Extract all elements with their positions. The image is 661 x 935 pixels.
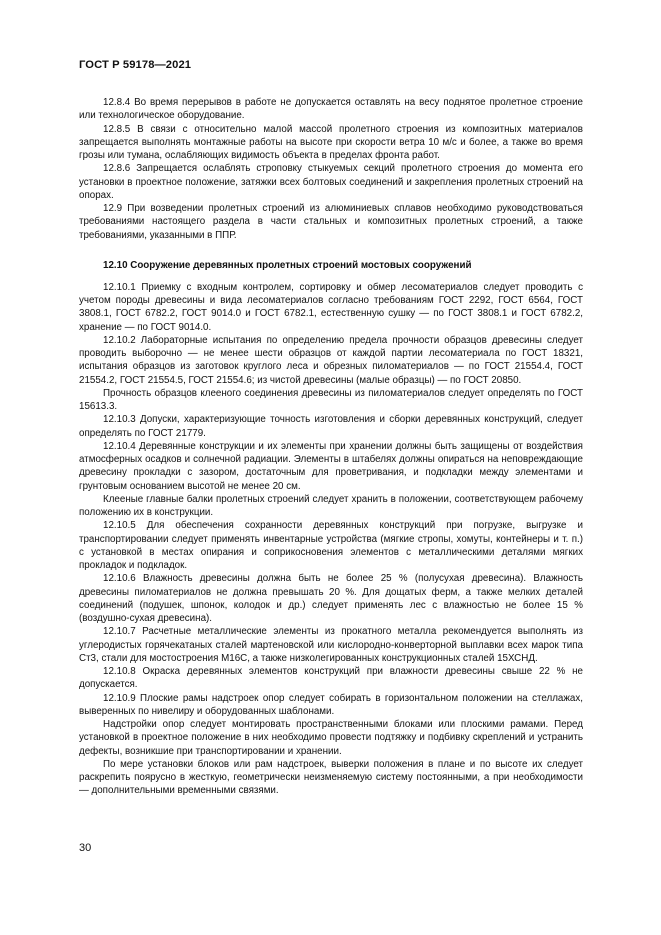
- document-body: [79, 96, 583, 798]
- paragraph-12-8-4: 12.8.4 Во время перерывов в работе не допускается оставлять на весу поднятое пролетное строение или технологическое оборудование.: [79, 97, 583, 122]
- paragraph-12-8-6: 12.8.6 Запрещается ослаблять строповку стыкуемых секций пролетного строения до момента его установки в проектное положение, затяжки всех болтовых соединений и закрепления пролетных строений на опорах.: [79, 163, 583, 201]
- paragraph-12-10-9-cont-1: Надстройки опор следует монтировать пространственными блоками или плоскими рамами. Перед установкой в проектное положение в них необходимо провести подтяжку и подбивку скреплений и устранить дефекты, возникшие при транспортировании и хранении.: [79, 719, 583, 757]
- section-heading-12-10: 12.10 Сооружение деревянных пролетных строений мостовых сооружений: [103, 259, 472, 271]
- paragraph-12-10-8: 12.10.8 Окраска деревянных элементов конструкций при влажности древесины свыше 22 % не допускается.: [79, 666, 583, 691]
- paragraph-12-10-4: 12.10.4 Деревянные конструкции и их элементы при хранении должны быть защищены от воздействия атмосферных осадков и солнечной радиации. Элементы в штабелях должны опираться на неповреждающие древесину прокладки с зазором, достаточным для проветривания, и подкладки между элементами и грунтовым основанием высотой не менее 20 см.: [79, 440, 583, 492]
- paragraph-12-10-2-cont: Прочность образцов клееного соединения древесины из пиломатериалов следует определять по ГОСТ 15613.3.: [79, 387, 583, 412]
- document-id-header: ГОСТ Р 59178—2021: [79, 59, 192, 71]
- paragraph-12-10-5: 12.10.5 Для обеспечения сохранности деревянных конструкций при погрузке, выгрузке и транспортировании следует применять инвентарные устройства (мягкие стропы, хомуты, контейнеры и т. п.) с установкой в местах опирания и соприкосновения элементов с металлическими деталями мягких прокладок и подкладок.: [79, 520, 583, 571]
- paragraph-12-10-4-cont: Клееные главные балки пролетных строений следует хранить в положении, соответствующем рабочему положению их в конструкции.: [79, 493, 583, 518]
- paragraph-12-10-9-cont-2: По мере установки блоков или рам надстроек, выверки положения в плане и по высоте их следует раскрепить поярусно в жесткую, геометрически неизменяемую систему постоянными, а при необходимости — дополнительными временными связями.: [79, 758, 583, 797]
- paragraph-12-8-5: 12.8.5 В связи с относительно малой массой пролетного строения из композитных материалов запрещается выполнять монтажные работы на высоте при скорости ветра 10 м/с и более, а также во время грозы или тумана, ослабляющих видимость объекта в пределах фронта работ.: [79, 123, 583, 161]
- page-number: 30: [79, 842, 92, 854]
- paragraph-12-10-9: 12.10.9 Плоские рамы надстроек опор следует собирать в горизонтальном положении на стеллажах, выверенных по нивелиру и оборудованных шаблонами.: [79, 692, 583, 717]
- paragraph-12-10-7: 12.10.7 Расчетные металлические элементы из прокатного металла рекомендуется выполнять из углеродистых горячекатаных сталей мартеновской или кислородно-конверторной выплавки всех марок типа Ст3, стали для мостостроения М16С, а также низколегированных конструкционных сталей 15ХСНД.: [79, 626, 583, 664]
- paragraph-12-10-2: 12.10.2 Лабораторные испытания по определению предела прочности образцов древесины следует проводить выборочно — не менее шести образцов от каждой партии лесоматериала по ГОСТ 18321, испытания образцов из заготовок круглого леса и обрезных пиломатериалов — по ГОСТ 21554.4, ГОСТ 21554.2, ГОСТ 21554.5, ГОСТ 21554.6; из чистой древесины (малые образцы) — по ГОСТ 20850.: [79, 334, 583, 386]
- paragraph-12-9: 12.9 При возведении пролетных строений из алюминиевых сплавов необходимо руководствоваться требованиями настоящего раздела в части стальных и композитных пролетных строений, а также требованиями, указанными в ППР.: [79, 203, 583, 241]
- paragraph-12-10-1: 12.10.1 Приемку с входным контролем, сортировку и обмер лесоматериалов следует проводить с учетом породы древесины и вида лесоматериалов согласно требованиям ГОСТ 2292, ГОСТ 6564, ГОСТ 3808.1, ГОСТ 6782.2, ГОСТ 9014.0 и ГОСТ 6782.1, естественную сушку — по ГОСТ 3808.1 и ГОСТ 6782.2, хранение — по ГОСТ 9014.0.: [79, 281, 583, 333]
- paragraph-12-10-3: 12.10.3 Допуски, характеризующие точность изготовления и сборки деревянных конструкций, следует определять по ГОСТ 21779.: [79, 414, 583, 439]
- paragraph-12-10-6: 12.10.6 Влажность древесины должна быть не более 25 % (полусухая древесина). Влажность древесины пиломатериалов не должна превышать 20 %. Для дощатых ферм, а также мелких деталей соединений (подушек, шпонок, колодок и др.) следует применять лес с влажностью не более 15 % (воздушно-сухая древесина).: [79, 573, 583, 624]
